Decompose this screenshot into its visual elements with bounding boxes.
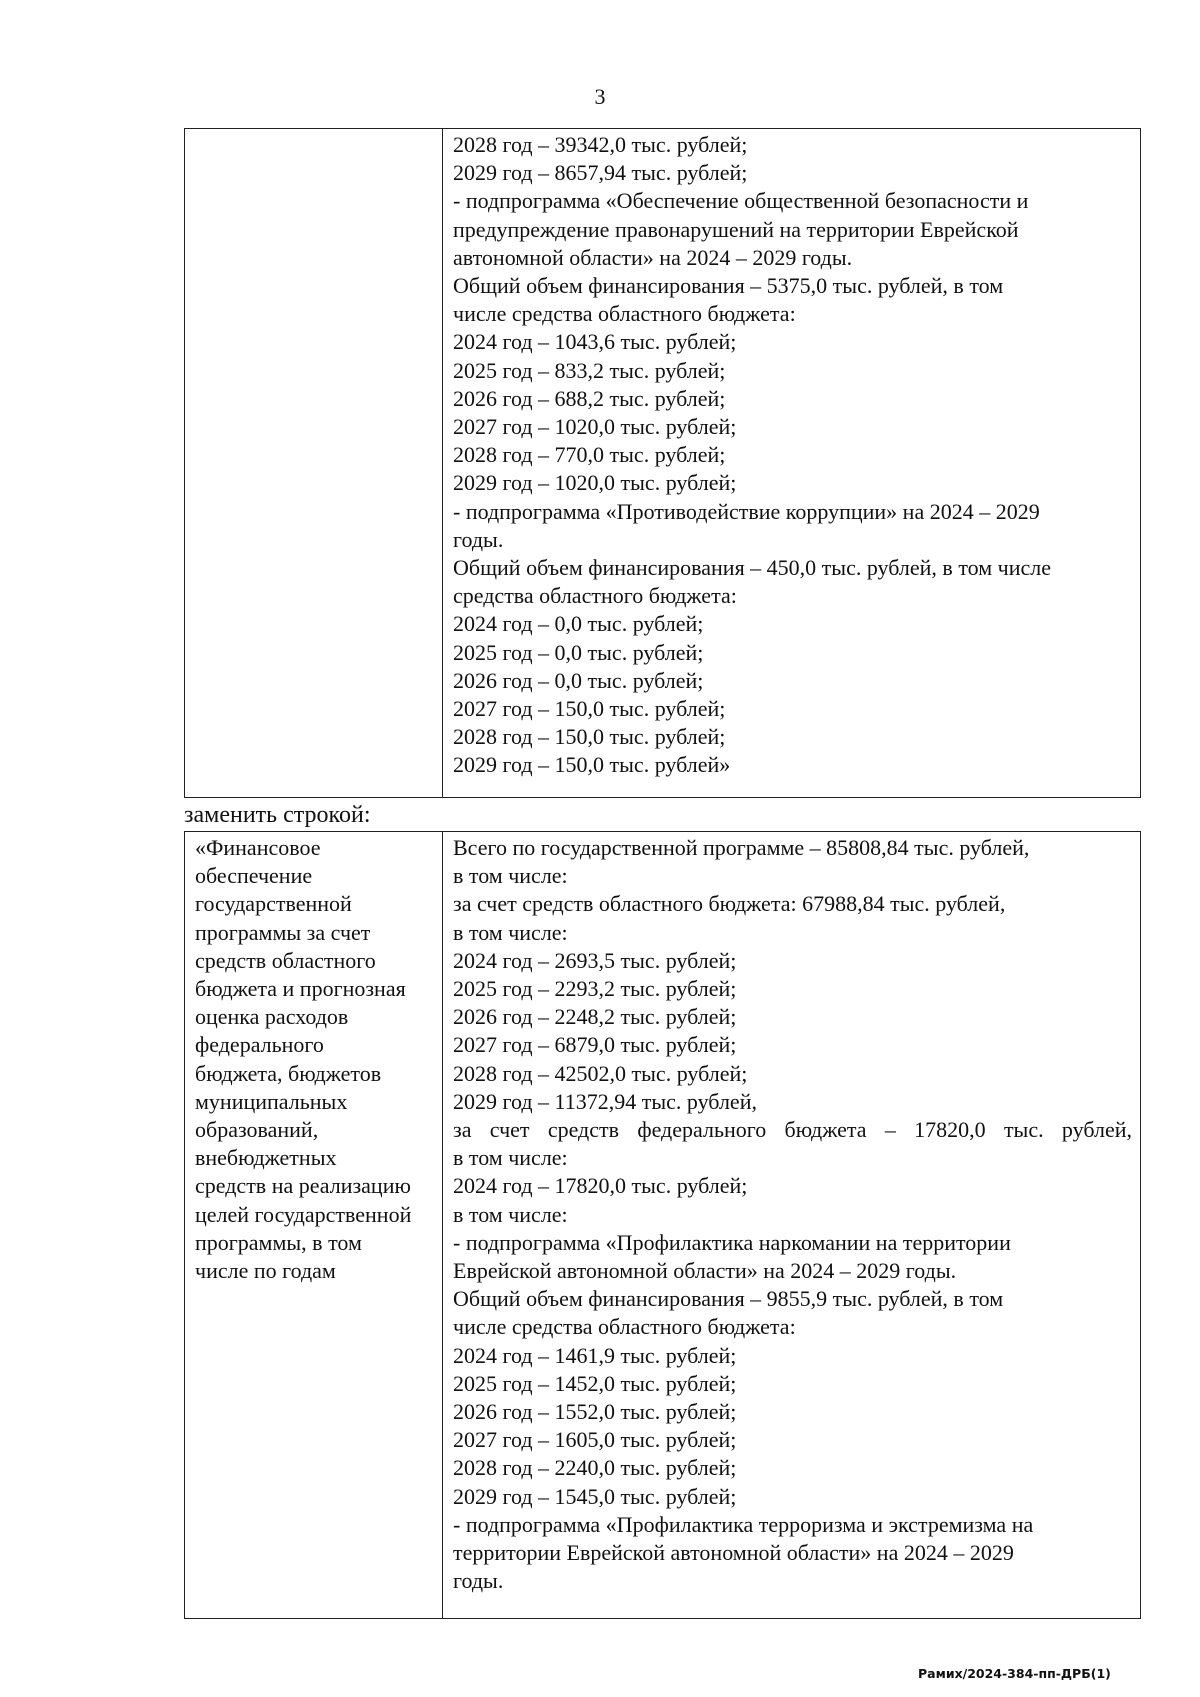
- text-line: 2028 год – 2240,0 тыс. рублей;: [453, 1455, 737, 1481]
- text-line: бюджета и прогнозная: [195, 976, 406, 1002]
- top-table-right-cell: [443, 129, 1141, 798]
- text-line: 2027 год – 1605,0 тыс. рублей;: [453, 1427, 737, 1453]
- text-line: средства областного бюджета:: [453, 583, 737, 609]
- text-line: 2028 год – 39342,0 тыс. рублей;: [453, 132, 748, 157]
- text-line: годы.: [453, 526, 504, 552]
- bottom-table-right-cell: [443, 832, 1141, 1619]
- text-line: 2027 год – 6879,0 тыс. рублей;: [453, 1032, 737, 1058]
- text-line: - подпрограмма «Обеспечение общественной безопасности и: [453, 188, 1029, 214]
- bottom-table: [184, 831, 1141, 1619]
- text-line: 2029 год – 1545,0 тыс. рублей;: [453, 1483, 737, 1509]
- text-line: за счет средств областного бюджета: 67988,84 тыс. рублей,: [453, 891, 1006, 917]
- document-registration-code: Рамих/2024-384-пп-ДРБ(1): [918, 1666, 1111, 1681]
- text-line: в том числе:: [453, 1145, 568, 1171]
- text-line: Общий объем финансирования – 450,0 тыс. рублей, в том числе: [453, 555, 1051, 581]
- text-line: территории Еврейской автономной области» на 2024 – 2029: [453, 1540, 1014, 1566]
- page-number: 3: [594, 84, 606, 109]
- text-line: 2029 год – 8657,94 тыс. рублей;: [453, 160, 748, 186]
- text-line: предупреждение правонарушений на территории Еврейской: [453, 216, 1019, 242]
- text-line: целей государственной: [195, 1201, 412, 1227]
- bottom-table-left-cell: [185, 832, 443, 1619]
- text-line: в том числе:: [453, 919, 568, 945]
- text-line: 2028 год – 770,0 тыс. рублей;: [453, 442, 726, 468]
- text-line: программы, в том: [195, 1229, 362, 1255]
- text-line: программы за счет: [195, 919, 371, 945]
- text-line: Общий объем финансирования – 9855,9 тыс. рублей, в том: [453, 1286, 1004, 1312]
- text-line: 2024 год – 1461,9 тыс. рублей;: [453, 1342, 737, 1368]
- text-line: 2026 год – 1552,0 тыс. рублей;: [453, 1399, 737, 1425]
- text-line: бюджета, бюджетов: [195, 1060, 382, 1086]
- text-line: муниципальных: [195, 1088, 348, 1114]
- text-line: внебюджетных: [195, 1145, 337, 1171]
- text-line: - подпрограмма «Противодействие коррупции» на 2024 – 2029: [453, 498, 1040, 524]
- text-line: оценка расходов: [195, 1004, 349, 1030]
- text-line: средств областного: [195, 947, 376, 973]
- text-line: средств на реализацию: [195, 1173, 411, 1199]
- text-line: 2025 год – 833,2 тыс. рублей;: [453, 357, 726, 383]
- text-line: Еврейской автономной области» на 2024 – 2029 годы.: [453, 1258, 957, 1284]
- text-line: 2029 год – 11372,94 тыс. рублей,: [453, 1088, 757, 1114]
- text-line: федерального: [195, 1032, 324, 1058]
- text-line: - подпрограмма «Профилактика терроризма и экстремизма на: [453, 1511, 1034, 1537]
- text-line: 2026 год – 2248,2 тыс. рублей;: [453, 1004, 737, 1030]
- text-line: 2029 год – 1020,0 тыс. рублей;: [453, 470, 737, 496]
- text-line: 2028 год – 150,0 тыс. рублей;: [453, 724, 726, 750]
- text-line: 2027 год – 1020,0 тыс. рублей;: [453, 414, 737, 440]
- text-line: государственной: [195, 891, 352, 917]
- text-line: 2024 год – 1043,6 тыс. рублей;: [453, 329, 737, 355]
- top-table-left-cell: [185, 129, 443, 798]
- text-line: числе средства областного бюджета:: [453, 1314, 796, 1340]
- text-line: обеспечение: [195, 863, 313, 889]
- text-line: образований,: [195, 1117, 319, 1143]
- text-line: в том числе:: [453, 863, 568, 889]
- text-line: 2026 год – 0,0 тыс. рублей;: [453, 667, 704, 693]
- text-line: в том числе:: [453, 1201, 568, 1227]
- text-line: 2027 год – 150,0 тыс. рублей;: [453, 696, 726, 722]
- text-line: числе средства областного бюджета:: [453, 301, 796, 327]
- text-line: 2028 год – 42502,0 тыс. рублей;: [453, 1060, 748, 1086]
- text-line: 2024 год – 2693,5 тыс. рублей;: [453, 947, 737, 973]
- text-line: 2025 год – 2293,2 тыс. рублей;: [453, 976, 737, 1002]
- text-line: годы.: [453, 1568, 504, 1594]
- text-line: «Финансовое: [195, 835, 321, 860]
- text-line: 2029 год – 150,0 тыс. рублей»: [453, 752, 731, 778]
- text-line: Общий объем финансирования – 5375,0 тыс. рублей, в том: [453, 273, 1004, 299]
- table-row: [185, 832, 1141, 1619]
- text-line: 2025 год – 0,0 тыс. рублей;: [453, 639, 704, 665]
- text-line: 2025 год – 1452,0 тыс. рублей;: [453, 1370, 737, 1396]
- text-line: 2024 год – 0,0 тыс. рублей;: [453, 611, 704, 637]
- table-row: [185, 129, 1141, 798]
- text-line: 2026 год – 688,2 тыс. рублей;: [453, 385, 726, 411]
- top-table: [184, 128, 1141, 798]
- replace-caption: заменить строкой:: [184, 802, 371, 828]
- text-line: числе по годам: [195, 1258, 336, 1284]
- text-line: - подпрограмма «Профилактика наркомании на территории: [453, 1229, 1011, 1255]
- text-line: 2024 год – 17820,0 тыс. рублей;: [453, 1173, 748, 1199]
- text-line: автономной области» на 2024 – 2029 годы.: [453, 244, 853, 270]
- text-line: за счет средств федерального бюджета – 17820,0 тыс. рублей,: [453, 1117, 1132, 1143]
- text-line: Всего по государственной программе – 85808,84 тыс. рублей,: [453, 835, 1030, 860]
